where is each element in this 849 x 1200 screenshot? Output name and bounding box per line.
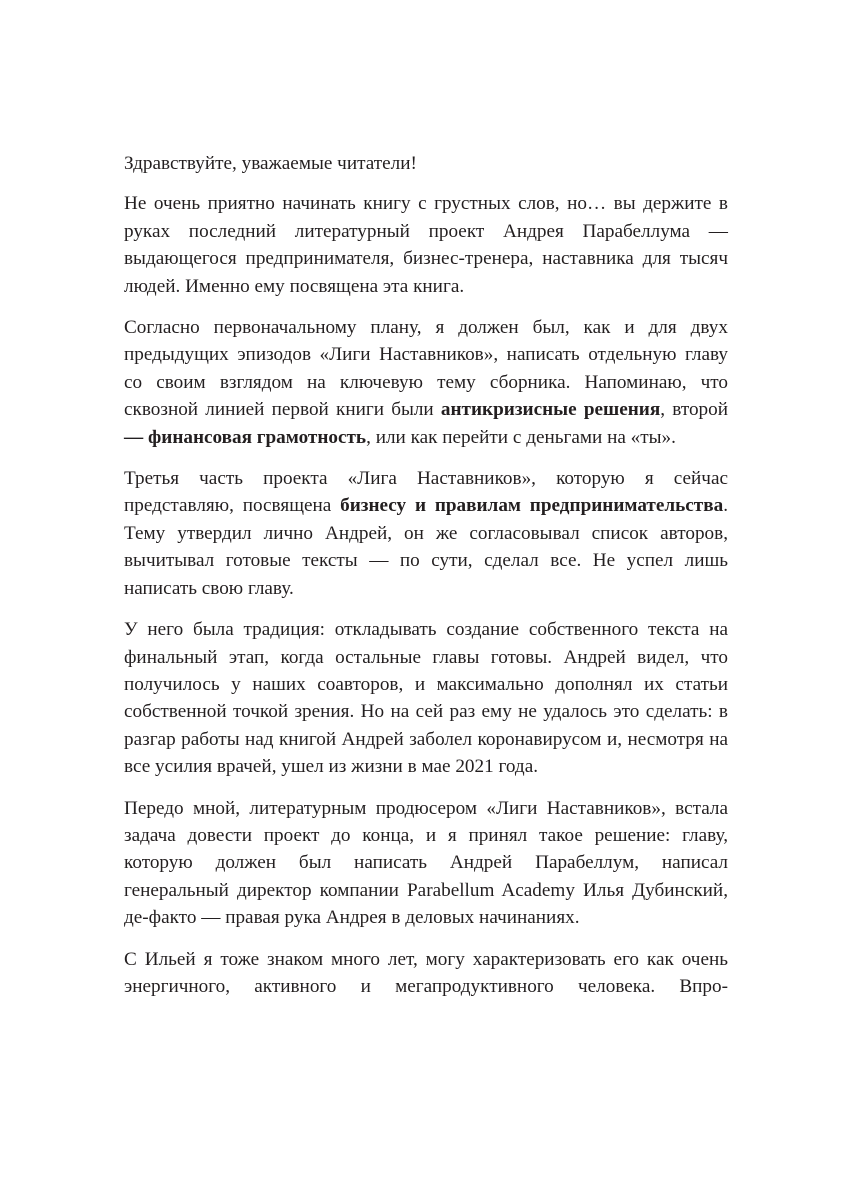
- bold-financial-literacy: — финансовая грамотность: [124, 426, 367, 448]
- paragraph-2: [124, 314, 728, 451]
- paragraph-1: Не очень приятно начинать книгу с грустных слов, но… вы держите в руках последний литературный проект Андрея Парабеллума — выдающегося предпринимателя, бизнес-тренера, наставника для тысяч людей. Именно ему посвящена эта книга.: [124, 193, 728, 297]
- paragraph-5: Передо мной, литературным продюсером «Лиги Наставников», встала задача довести проект до конца, и я принял такое решение: главу, которую должен был написать Андрей Парабеллум, написал генеральный директор компании Parabellum Academy Илья Дубинский, де-факто — правая рука Андрея в деловых начинаниях.: [124, 797, 728, 929]
- book-page: [124, 150, 728, 1014]
- paragraph-2-text-2: , второй: [660, 399, 729, 421]
- bold-anticrisis-solutions: антикризисные решения: [440, 399, 661, 421]
- paragraph-2-text-3: , или как перейти с деньгами на «ты».: [366, 426, 676, 448]
- greeting-paragraph: Здравствуйте, уважаемые читатели!: [124, 153, 417, 174]
- paragraph-3: [124, 465, 728, 602]
- paragraph-4: У него была традиция: откладывать создание собственного текста на финальный этап, когда остальные главы готовы. Андрей видел, что получилось у наших соавторов, и максимально дополнял их статьи собственной точкой зрения. Но на сей раз ему не удалось это сделать: в разгар работы над книгой Андрей заболел коронавирусом и, несмотря на все усилия врачей, ушел из жизни в мае 2021 года.: [124, 619, 728, 778]
- paragraph-6: С Ильей я тоже знаком много лет, могу характеризовать его как очень энергичного, активного и мегапродуктивного человека. Впро-: [124, 948, 728, 997]
- bold-business-rules: бизнесу и правилам предпринимательства: [340, 495, 724, 517]
- paragraph-2-text-1: Согласно первоначальному плану, я должен был, как и для двух предыдущих эпизодов «Лиги Наставников», написать отдельную главу со своим взглядом на ключевую тему сборника. Напоминаю, что сквозной линией первой книги были: [124, 317, 728, 421]
- paragraph-3-text-1: Третья часть проекта «Лига Наставников», которую я сейчас представляю, посвящена: [124, 468, 728, 517]
- paragraph-3-text-2: . Тему утвердил лично Андрей, он же согласовывал список авторов, вычитывал готовые тексты — по сути, сделал все. Не успел лишь написать свою главу.: [124, 495, 728, 599]
